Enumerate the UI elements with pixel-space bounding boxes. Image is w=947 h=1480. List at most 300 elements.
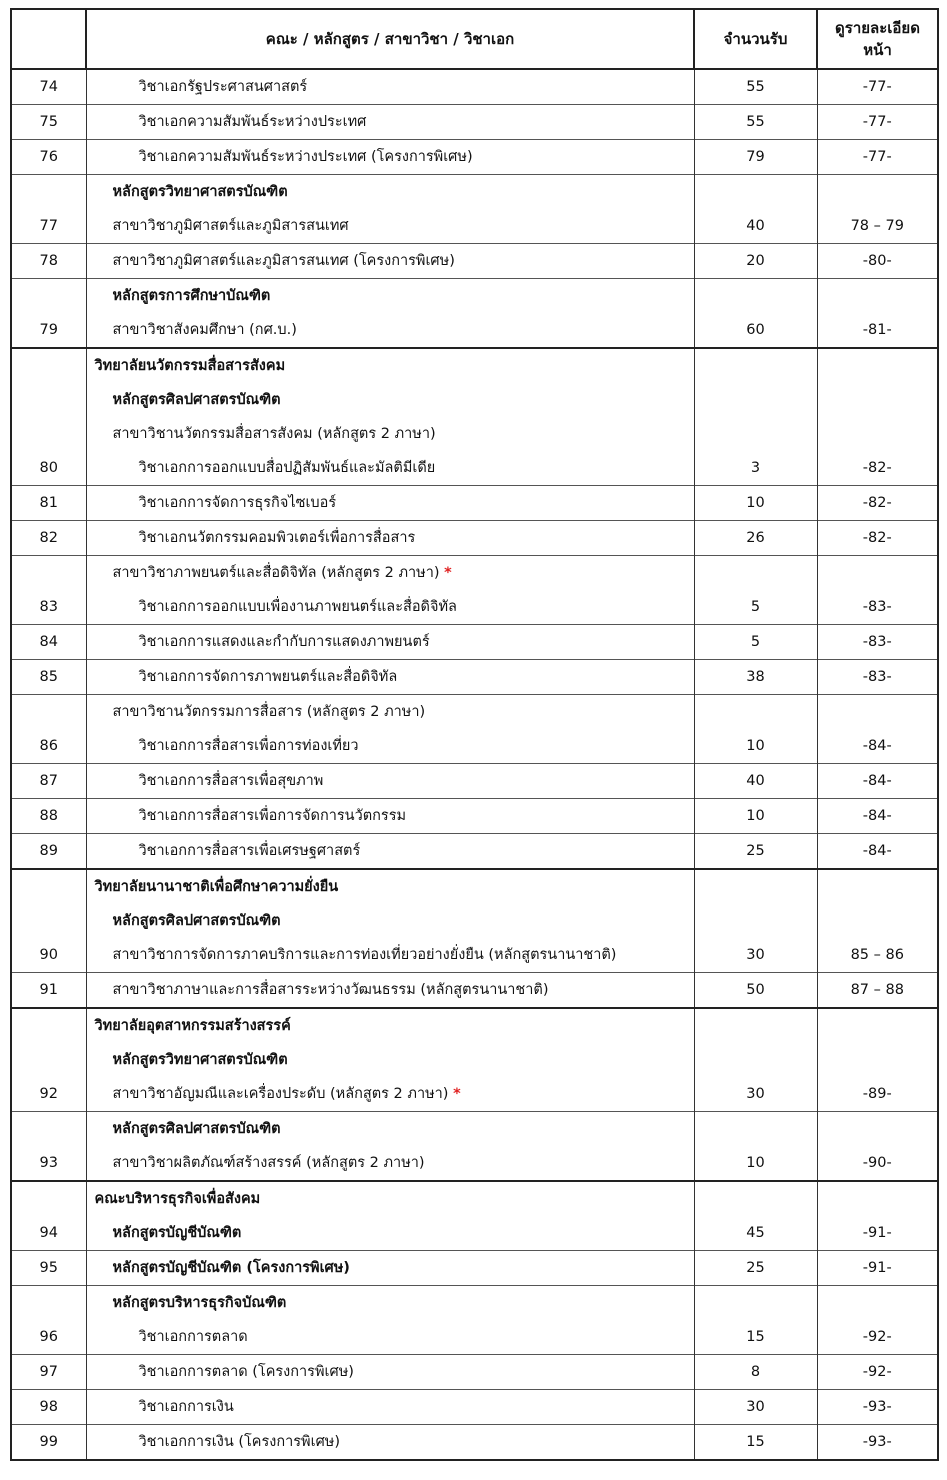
program-line-text: คณะบริหารธุรกิจเพื่อสังคม bbox=[94, 1191, 261, 1207]
row-number-text: 80 bbox=[39, 460, 58, 476]
quota-cell bbox=[694, 175, 817, 244]
table-row bbox=[11, 348, 938, 486]
row-number bbox=[11, 660, 86, 695]
program-line bbox=[87, 209, 694, 243]
row-number bbox=[11, 1112, 86, 1182]
note-asterisk: * bbox=[444, 565, 452, 581]
detail-page-value: -81- bbox=[862, 322, 892, 338]
table-row bbox=[11, 869, 938, 973]
table-row bbox=[11, 695, 938, 764]
program-line bbox=[87, 70, 694, 104]
table-row bbox=[11, 625, 938, 660]
detail-page-value: -77- bbox=[862, 79, 892, 95]
header-no bbox=[11, 9, 86, 69]
program-line-text: วิชาเอกความสัมพันธ์ระหว่างประเทศ (โครงการพิเศษ) bbox=[138, 149, 473, 165]
detail-page-cell bbox=[817, 69, 938, 105]
program-line-text: วิชาเอกความสัมพันธ์ระหว่างประเทศ bbox=[138, 114, 367, 130]
program-line bbox=[87, 244, 694, 278]
quota-cell bbox=[694, 105, 817, 140]
row-number-text: 86 bbox=[39, 738, 58, 754]
program-line bbox=[87, 1112, 694, 1146]
row-number-text: 74 bbox=[39, 79, 58, 95]
row-number-text: 82 bbox=[39, 530, 58, 546]
quota-cell bbox=[694, 1286, 817, 1355]
quota-value: 25 bbox=[746, 843, 765, 859]
detail-page-value: -83- bbox=[862, 669, 892, 685]
program-line bbox=[87, 764, 694, 798]
header-quota: จำนวนรับ bbox=[694, 9, 817, 69]
program-line-text: วิทยาลัยอุตสาหกรรมสร้างสรรค์ bbox=[94, 1018, 291, 1034]
program-cell bbox=[86, 1286, 694, 1355]
program-cell bbox=[86, 348, 694, 486]
row-number-text: 84 bbox=[39, 634, 58, 650]
note-asterisk: * bbox=[453, 1086, 461, 1102]
program-line-text: สาขาวิชาภูมิศาสตร์และภูมิสารสนเทศ (โครงการพิเศษ) bbox=[112, 253, 455, 269]
program-line-text: สาขาวิชาสังคมศึกษา (กศ.บ.) bbox=[112, 322, 297, 338]
quota-cell bbox=[694, 348, 817, 486]
row-number bbox=[11, 1251, 86, 1286]
detail-page-value: -90- bbox=[862, 1155, 892, 1171]
row-number bbox=[11, 1008, 86, 1112]
header-detail-page-line1: ดูรายละเอียด bbox=[835, 19, 920, 37]
row-number-text: 93 bbox=[39, 1155, 58, 1171]
quota-value: 10 bbox=[746, 738, 765, 754]
program-line bbox=[87, 1251, 694, 1285]
program-quota-table bbox=[10, 8, 939, 1461]
table-row bbox=[11, 140, 938, 175]
table-row bbox=[11, 244, 938, 279]
row-number bbox=[11, 556, 86, 625]
quota-cell bbox=[694, 834, 817, 870]
detail-page-value: -77- bbox=[862, 114, 892, 130]
program-line bbox=[87, 695, 694, 729]
program-line-text: หลักสูตรบัญชีบัณฑิต bbox=[112, 1225, 242, 1241]
quota-value: 3 bbox=[750, 460, 761, 476]
detail-page-value: -92- bbox=[862, 1329, 892, 1345]
program-line bbox=[87, 486, 694, 520]
header-row bbox=[11, 9, 938, 69]
table-row bbox=[11, 1425, 938, 1461]
detail-page-cell bbox=[817, 244, 938, 279]
table-row bbox=[11, 105, 938, 140]
quota-cell bbox=[694, 244, 817, 279]
quota-cell bbox=[694, 799, 817, 834]
detail-page-cell bbox=[817, 799, 938, 834]
program-line bbox=[87, 590, 694, 624]
detail-page-cell bbox=[817, 1112, 938, 1182]
table-row bbox=[11, 69, 938, 105]
table-row bbox=[11, 556, 938, 625]
program-cell bbox=[86, 69, 694, 105]
program-line bbox=[87, 660, 694, 694]
program-cell bbox=[86, 799, 694, 834]
header-program: คณะ / หลักสูตร / สาขาวิชา / วิชาเอก bbox=[86, 9, 694, 69]
detail-page-value: -91- bbox=[862, 1225, 892, 1241]
program-cell bbox=[86, 1251, 694, 1286]
row-number bbox=[11, 279, 86, 349]
program-cell bbox=[86, 1008, 694, 1112]
program-cell bbox=[86, 764, 694, 799]
detail-page-value: -92- bbox=[862, 1364, 892, 1380]
detail-page-cell bbox=[817, 140, 938, 175]
program-line bbox=[87, 175, 694, 209]
table-row bbox=[11, 1181, 938, 1251]
program-line-text: สาขาวิชาภาพยนตร์และสื่อดิจิทัล (หลักสูตร 2 ภาษา) bbox=[112, 565, 440, 581]
program-cell bbox=[86, 973, 694, 1009]
program-line-text: วิชาเอกการแสดงและกำกับการแสดงภาพยนตร์ bbox=[138, 634, 430, 650]
quota-value: 55 bbox=[746, 114, 765, 130]
detail-page-cell bbox=[817, 1425, 938, 1461]
detail-page-cell bbox=[817, 869, 938, 973]
row-number bbox=[11, 869, 86, 973]
detail-page-cell bbox=[817, 834, 938, 870]
quota-cell bbox=[694, 695, 817, 764]
table-row bbox=[11, 973, 938, 1009]
program-line bbox=[87, 1043, 694, 1077]
table-row bbox=[11, 1251, 938, 1286]
program-line-text: วิชาเอกการตลาด (โครงการพิเศษ) bbox=[138, 1364, 354, 1380]
program-line-text: วิชาเอกการสื่อสารเพื่อเศรษฐศาสตร์ bbox=[138, 843, 361, 859]
quota-cell bbox=[694, 1355, 817, 1390]
row-number bbox=[11, 799, 86, 834]
detail-page-cell bbox=[817, 1181, 938, 1251]
program-cell bbox=[86, 279, 694, 349]
row-number-text: 97 bbox=[39, 1364, 58, 1380]
row-number bbox=[11, 764, 86, 799]
row-number bbox=[11, 625, 86, 660]
program-line-text: หลักสูตรวิทยาศาสตรบัณฑิต bbox=[112, 184, 288, 200]
quota-value: 79 bbox=[746, 149, 765, 165]
detail-page-value: 78 – 79 bbox=[850, 218, 904, 234]
detail-page-value: -83- bbox=[862, 599, 892, 615]
program-line-text: วิชาเอกการออกแบบเพื่องานภาพยนตร์และสื่อดิจิทัล bbox=[138, 599, 457, 615]
program-line bbox=[87, 451, 694, 485]
table-row bbox=[11, 279, 938, 349]
row-number-text: 89 bbox=[39, 843, 58, 859]
program-cell bbox=[86, 175, 694, 244]
row-number bbox=[11, 1181, 86, 1251]
program-line bbox=[87, 938, 694, 972]
program-cell bbox=[86, 556, 694, 625]
program-cell bbox=[86, 521, 694, 556]
program-line bbox=[87, 140, 694, 174]
quota-value: 10 bbox=[746, 1155, 765, 1171]
program-cell bbox=[86, 1355, 694, 1390]
program-line bbox=[87, 1216, 694, 1250]
quota-cell bbox=[694, 973, 817, 1009]
program-line-text: วิชาเอกการออกแบบสื่อปฏิสัมพันธ์และมัลติมีเดีย bbox=[138, 460, 436, 476]
program-line bbox=[87, 105, 694, 139]
detail-page-cell bbox=[817, 660, 938, 695]
detail-page-value: -82- bbox=[862, 495, 892, 511]
program-line bbox=[87, 1286, 694, 1320]
program-cell bbox=[86, 140, 694, 175]
quota-value: 25 bbox=[746, 1260, 765, 1276]
program-line bbox=[87, 729, 694, 763]
program-line-text: สาขาวิชานวัตกรรมสื่อสารสังคม (หลักสูตร 2 ภาษา) bbox=[112, 426, 436, 442]
table-row bbox=[11, 1112, 938, 1182]
row-number-text: 75 bbox=[39, 114, 58, 130]
quota-value: 15 bbox=[746, 1329, 765, 1345]
program-line bbox=[87, 313, 694, 347]
quota-value: 55 bbox=[746, 79, 765, 95]
program-line bbox=[87, 521, 694, 555]
program-line bbox=[87, 1182, 694, 1216]
row-number bbox=[11, 348, 86, 486]
quota-cell bbox=[694, 660, 817, 695]
quota-cell bbox=[694, 1181, 817, 1251]
quota-value: 38 bbox=[746, 669, 765, 685]
row-number-text: 94 bbox=[39, 1225, 58, 1241]
program-line bbox=[87, 383, 694, 417]
program-line-text: วิชาเอกการสื่อสารเพื่อการท่องเที่ยว bbox=[138, 738, 359, 754]
program-line-text: หลักสูตรศิลปศาสตรบัณฑิต bbox=[112, 392, 281, 408]
table-body bbox=[11, 69, 938, 1460]
row-number bbox=[11, 69, 86, 105]
header-detail-page-line2: หน้า bbox=[863, 41, 892, 59]
program-line bbox=[87, 417, 694, 451]
row-number bbox=[11, 140, 86, 175]
row-number bbox=[11, 244, 86, 279]
program-cell bbox=[86, 625, 694, 660]
quota-cell bbox=[694, 764, 817, 799]
program-line-text: หลักสูตรการศึกษาบัณฑิต bbox=[112, 288, 271, 304]
table-row bbox=[11, 1390, 938, 1425]
program-line-text: วิชาเอกการเงิน (โครงการพิเศษ) bbox=[138, 1434, 340, 1450]
detail-page-value: -93- bbox=[862, 1434, 892, 1450]
program-line-text: สาขาวิชานวัตกรรมการสื่อสาร (หลักสูตร 2 ภาษา) bbox=[112, 704, 426, 720]
quota-cell bbox=[694, 625, 817, 660]
quota-value: 30 bbox=[746, 947, 765, 963]
program-line bbox=[87, 904, 694, 938]
detail-page-cell bbox=[817, 764, 938, 799]
detail-page-cell bbox=[817, 1286, 938, 1355]
quota-cell bbox=[694, 486, 817, 521]
table-row bbox=[11, 1355, 938, 1390]
detail-page-value: 87 – 88 bbox=[850, 982, 904, 998]
quota-cell bbox=[694, 869, 817, 973]
detail-page-value: -84- bbox=[862, 773, 892, 789]
detail-page-cell bbox=[817, 1008, 938, 1112]
program-cell bbox=[86, 105, 694, 140]
detail-page-cell bbox=[817, 486, 938, 521]
program-line bbox=[87, 1146, 694, 1180]
detail-page-cell bbox=[817, 1355, 938, 1390]
row-number-text: 99 bbox=[39, 1434, 58, 1450]
program-line-text: วิชาเอกการจัดการธุรกิจไซเบอร์ bbox=[138, 495, 337, 511]
detail-page-value: -80- bbox=[862, 253, 892, 269]
quota-value: 40 bbox=[746, 218, 765, 234]
program-line-text: หลักสูตรศิลปศาสตรบัณฑิต bbox=[112, 913, 281, 929]
row-number-text: 78 bbox=[39, 253, 58, 269]
program-line-text: วิชาเอกนวัตกรรมคอมพิวเตอร์เพื่อการสื่อสาร bbox=[138, 530, 416, 546]
program-line bbox=[87, 279, 694, 313]
detail-page-value: -91- bbox=[862, 1260, 892, 1276]
row-number-text: 98 bbox=[39, 1399, 58, 1415]
program-line bbox=[87, 1355, 694, 1389]
row-number bbox=[11, 175, 86, 244]
program-line bbox=[87, 799, 694, 833]
detail-page-cell bbox=[817, 625, 938, 660]
quota-value: 40 bbox=[746, 773, 765, 789]
quota-cell bbox=[694, 69, 817, 105]
quota-cell bbox=[694, 521, 817, 556]
detail-page-value: -84- bbox=[862, 843, 892, 859]
row-number-text: 95 bbox=[39, 1260, 58, 1276]
program-line-text: วิชาเอกรัฐประศาสนศาสตร์ bbox=[138, 79, 308, 95]
program-line bbox=[87, 556, 694, 590]
detail-page-cell bbox=[817, 695, 938, 764]
quota-value: 30 bbox=[746, 1399, 765, 1415]
program-line-text: วิชาเอกการสื่อสารเพื่อสุขภาพ bbox=[138, 773, 324, 789]
quota-cell bbox=[694, 279, 817, 349]
detail-page-value: -89- bbox=[862, 1086, 892, 1102]
quota-value: 20 bbox=[746, 253, 765, 269]
program-line bbox=[87, 1320, 694, 1354]
row-number-text: 96 bbox=[39, 1329, 58, 1345]
program-cell bbox=[86, 1390, 694, 1425]
program-line-text: วิชาเอกการตลาด bbox=[138, 1329, 248, 1345]
quota-value: 45 bbox=[746, 1225, 765, 1241]
table-row bbox=[11, 486, 938, 521]
detail-page-cell bbox=[817, 973, 938, 1009]
row-number-text: 79 bbox=[39, 322, 58, 338]
row-number-text: 87 bbox=[39, 773, 58, 789]
program-line-text: สาขาวิชาภูมิศาสตร์และภูมิสารสนเทศ bbox=[112, 218, 349, 234]
detail-page-cell bbox=[817, 175, 938, 244]
quota-cell bbox=[694, 1008, 817, 1112]
program-line-text: สาขาวิชาการจัดการภาคบริการและการท่องเที่ยวอย่างยั่งยืน (หลักสูตรนานาชาติ) bbox=[112, 947, 617, 963]
row-number-text: 81 bbox=[39, 495, 58, 511]
quota-value: 5 bbox=[750, 634, 761, 650]
quota-value: 26 bbox=[746, 530, 765, 546]
program-line-text: วิชาเอกการสื่อสารเพื่อการจัดการนวัตกรรม bbox=[138, 808, 407, 824]
detail-page-cell bbox=[817, 348, 938, 486]
row-number-text: 91 bbox=[39, 982, 58, 998]
program-line bbox=[87, 870, 694, 904]
program-cell bbox=[86, 486, 694, 521]
program-cell bbox=[86, 695, 694, 764]
quota-value: 15 bbox=[746, 1434, 765, 1450]
program-line bbox=[87, 1425, 694, 1459]
program-cell bbox=[86, 1181, 694, 1251]
detail-page-cell bbox=[817, 1390, 938, 1425]
row-number bbox=[11, 834, 86, 870]
detail-page-value: -77- bbox=[862, 149, 892, 165]
table-row bbox=[11, 834, 938, 870]
program-line bbox=[87, 349, 694, 383]
program-line-text: สาขาวิชาผลิตภัณฑ์สร้างสรรค์ (หลักสูตร 2 ภาษา) bbox=[112, 1155, 425, 1171]
table-row bbox=[11, 1008, 938, 1112]
program-line-text: หลักสูตรบริหารธุรกิจบัณฑิต bbox=[112, 1295, 287, 1311]
quota-value: 10 bbox=[746, 808, 765, 824]
quota-cell bbox=[694, 1112, 817, 1182]
quota-value: 30 bbox=[746, 1086, 765, 1102]
row-number-text: 76 bbox=[39, 149, 58, 165]
program-line-text: สาขาวิชาอัญมณีและเครื่องประดับ (หลักสูตร 2 ภาษา) bbox=[112, 1086, 449, 1102]
row-number-text: 77 bbox=[39, 218, 58, 234]
program-line bbox=[87, 625, 694, 659]
row-number bbox=[11, 973, 86, 1009]
program-cell bbox=[86, 834, 694, 870]
program-line-text: วิชาเอกการจัดการภาพยนตร์และสื่อดิจิทัล bbox=[138, 669, 398, 685]
detail-page-cell bbox=[817, 105, 938, 140]
program-line bbox=[87, 1077, 694, 1111]
row-number bbox=[11, 486, 86, 521]
row-number-text: 88 bbox=[39, 808, 58, 824]
row-number-text: 90 bbox=[39, 947, 58, 963]
quota-cell bbox=[694, 1390, 817, 1425]
row-number bbox=[11, 695, 86, 764]
program-line-text: สาขาวิชาภาษาและการสื่อสารระหว่างวัฒนธรรม (หลักสูตรนานาชาติ) bbox=[112, 982, 549, 998]
detail-page-cell bbox=[817, 521, 938, 556]
detail-page-cell bbox=[817, 279, 938, 349]
row-number bbox=[11, 1286, 86, 1355]
program-line-text: หลักสูตรวิทยาศาสตรบัณฑิต bbox=[112, 1052, 288, 1068]
row-number bbox=[11, 1390, 86, 1425]
row-number bbox=[11, 105, 86, 140]
detail-page-value: -84- bbox=[862, 738, 892, 754]
detail-page-value: -84- bbox=[862, 808, 892, 824]
table-row bbox=[11, 175, 938, 244]
quota-value: 60 bbox=[746, 322, 765, 338]
program-line-text: หลักสูตรศิลปศาสตรบัณฑิต bbox=[112, 1121, 281, 1137]
table-row bbox=[11, 1286, 938, 1355]
program-cell bbox=[86, 869, 694, 973]
quota-cell bbox=[694, 1425, 817, 1461]
program-cell bbox=[86, 244, 694, 279]
table-row bbox=[11, 660, 938, 695]
row-number bbox=[11, 1425, 86, 1461]
quota-value: 8 bbox=[750, 1364, 761, 1380]
table-row bbox=[11, 799, 938, 834]
program-line bbox=[87, 834, 694, 868]
detail-page-value: 85 – 86 bbox=[850, 947, 904, 963]
table-row bbox=[11, 764, 938, 799]
detail-page-value: -82- bbox=[862, 460, 892, 476]
program-line bbox=[87, 1390, 694, 1424]
table-header bbox=[11, 9, 938, 69]
table-row bbox=[11, 521, 938, 556]
detail-page-value: -83- bbox=[862, 634, 892, 650]
program-cell bbox=[86, 1112, 694, 1182]
row-number bbox=[11, 1355, 86, 1390]
program-line bbox=[87, 1009, 694, 1043]
row-number-text: 85 bbox=[39, 669, 58, 685]
quota-cell bbox=[694, 556, 817, 625]
program-line-text: หลักสูตรบัญชีบัณฑิต (โครงการพิเศษ) bbox=[112, 1260, 350, 1276]
detail-page-cell bbox=[817, 556, 938, 625]
program-line-text: วิทยาลัยนานาชาติเพื่อศึกษาความยั่งยืน bbox=[94, 879, 339, 895]
detail-page-cell bbox=[817, 1251, 938, 1286]
row-number-text: 83 bbox=[39, 599, 58, 615]
detail-page-value: -82- bbox=[862, 530, 892, 546]
program-line bbox=[87, 973, 694, 1007]
detail-page-value: -93- bbox=[862, 1399, 892, 1415]
header-detail-page bbox=[817, 9, 938, 69]
program-line-text: วิทยาลัยนวัตกรรมสื่อสารสังคม bbox=[94, 358, 286, 374]
quota-value: 5 bbox=[750, 599, 761, 615]
quota-cell bbox=[694, 1251, 817, 1286]
quota-cell bbox=[694, 140, 817, 175]
row-number-text: 92 bbox=[39, 1086, 58, 1102]
quota-value: 10 bbox=[746, 495, 765, 511]
program-line-text: วิชาเอกการเงิน bbox=[138, 1399, 234, 1415]
quota-value: 50 bbox=[746, 982, 765, 998]
program-cell bbox=[86, 660, 694, 695]
row-number bbox=[11, 521, 86, 556]
program-cell bbox=[86, 1425, 694, 1461]
